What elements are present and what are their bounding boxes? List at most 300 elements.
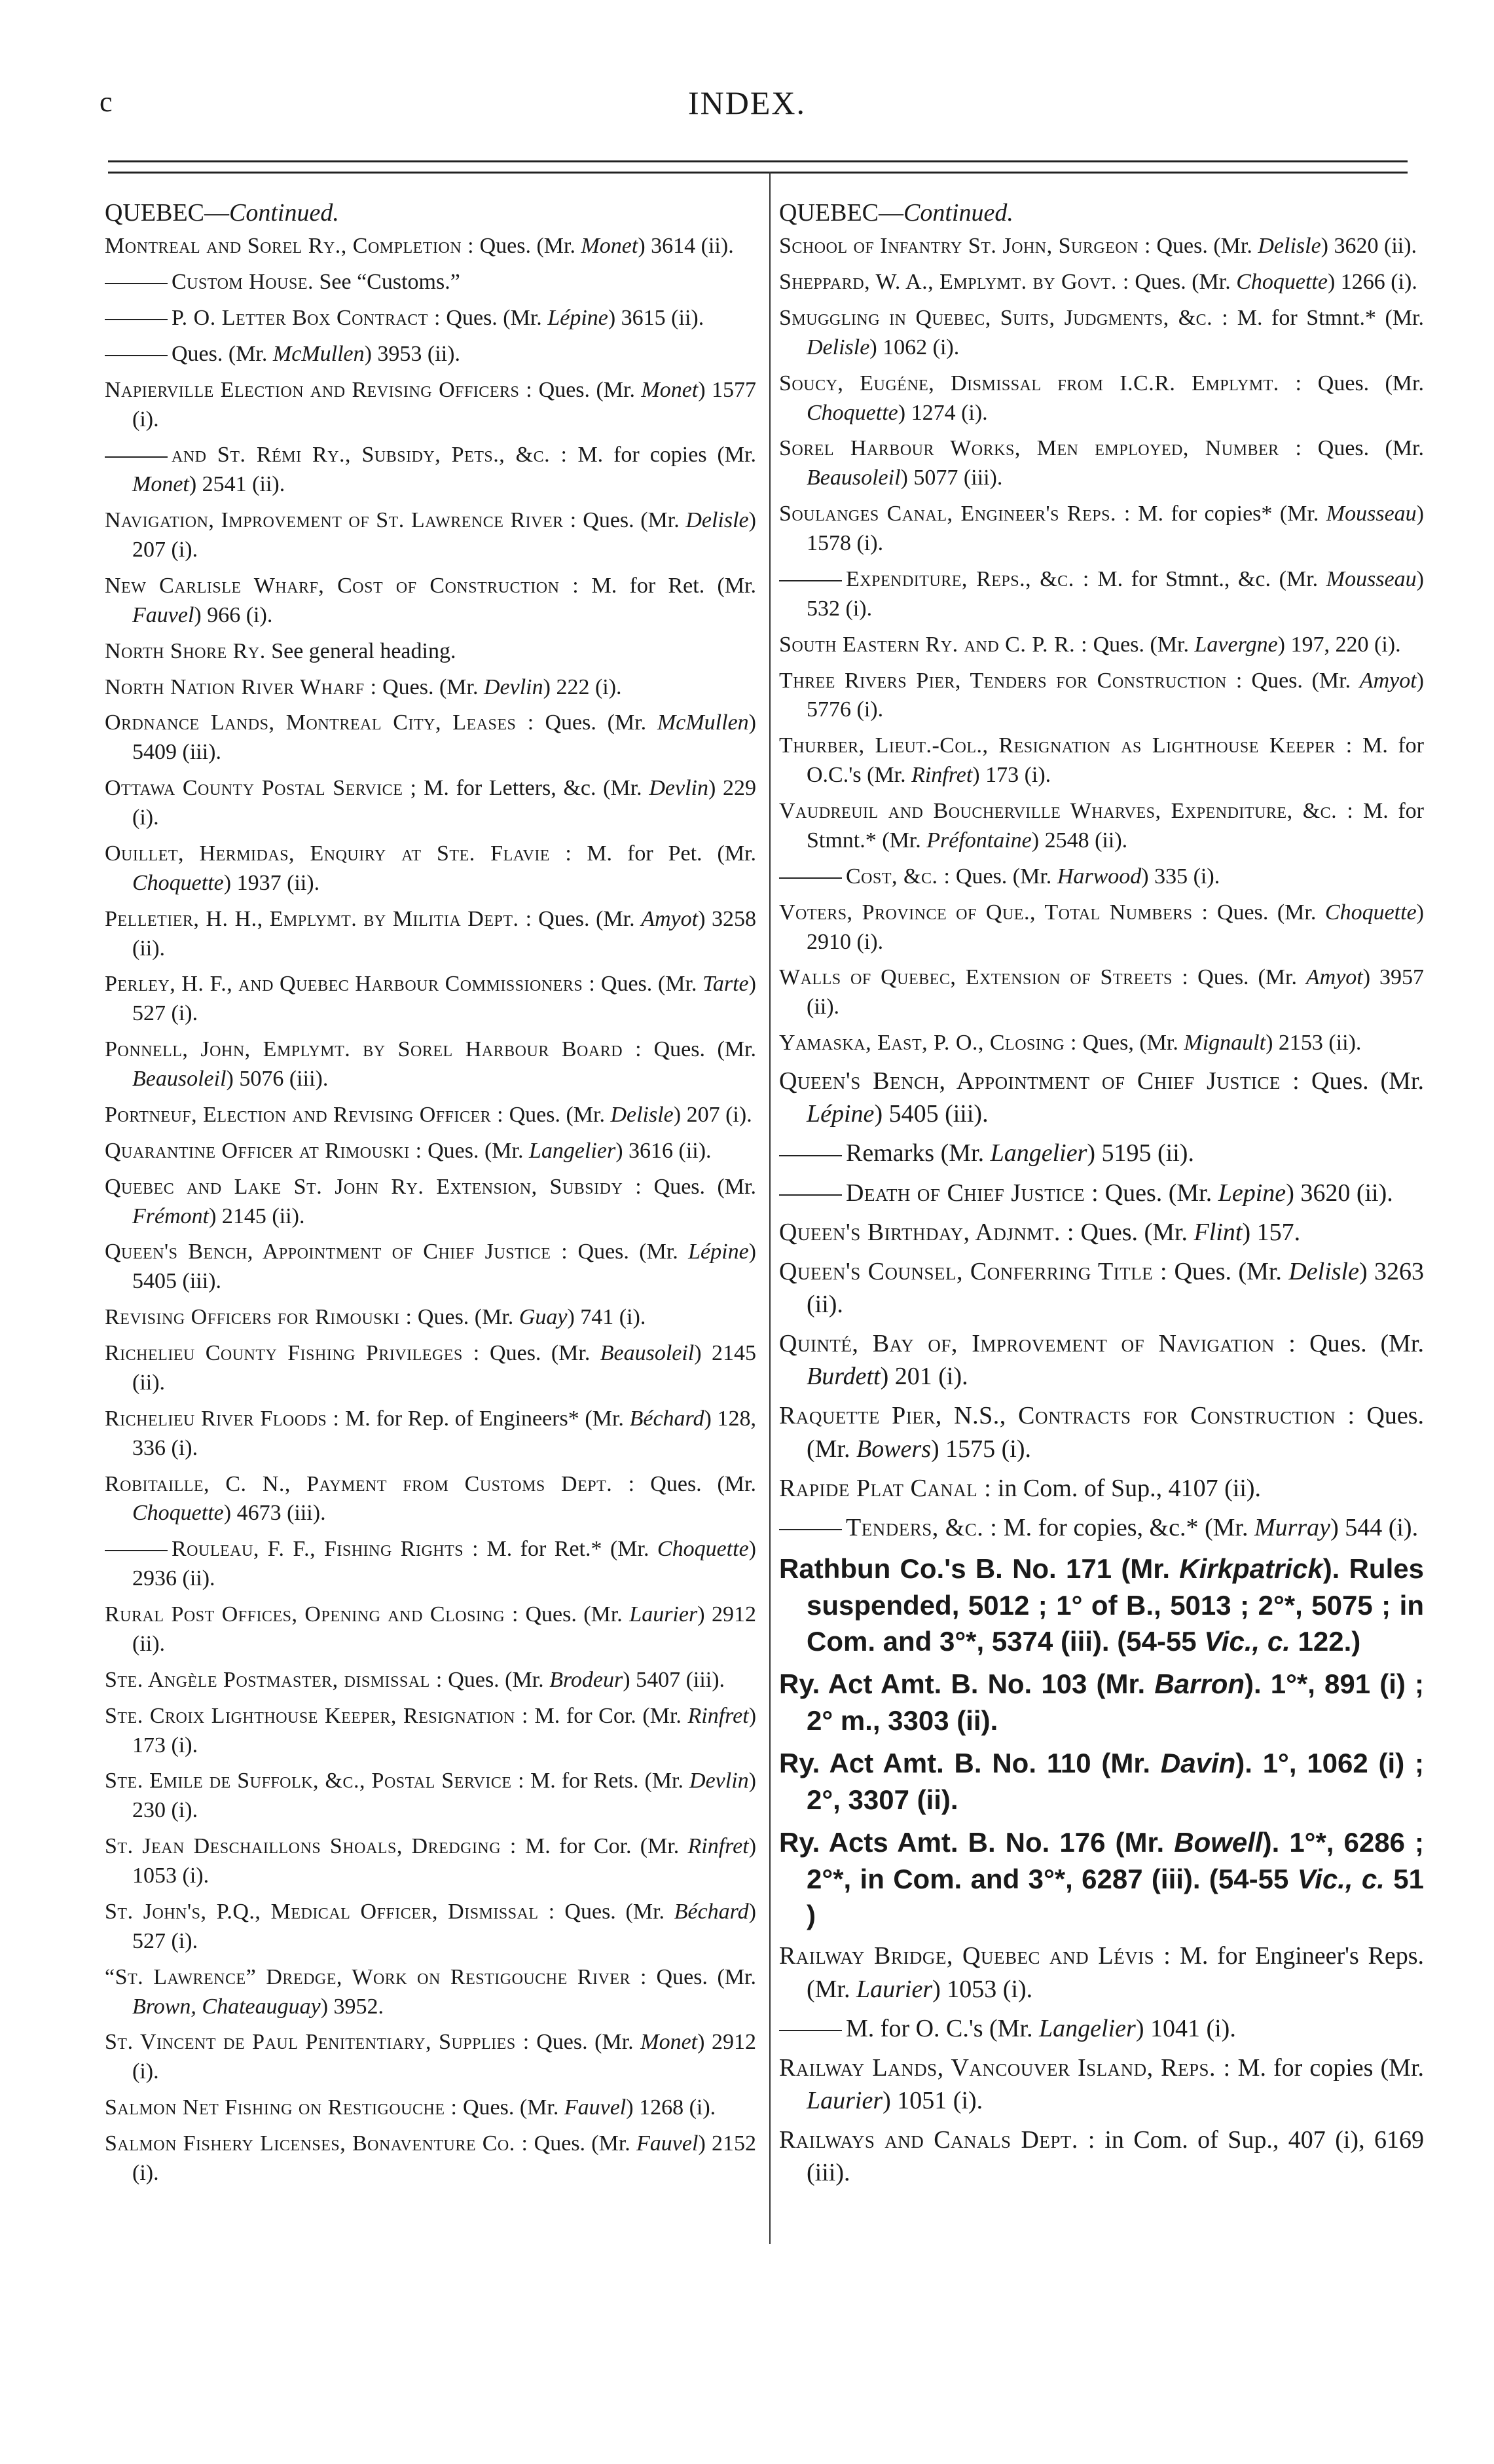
entry-subject: Montreal and Sorel Ry., Completion : xyxy=(105,234,475,259)
entry-pages: ) 1268 (i). xyxy=(626,2095,716,2120)
entry-text: Ques, (Mr. xyxy=(1077,1031,1184,1056)
entry-pages: ) 5776 (i). xyxy=(807,668,1424,722)
entry-subject: Rouleau, F. F., Fishing Rights : xyxy=(172,1537,479,1562)
index-entry xyxy=(105,441,756,500)
ditto-dash xyxy=(105,319,168,320)
member-name: Delisle xyxy=(685,508,749,533)
entry-pages: ) 5076 (iii). xyxy=(226,1067,329,1092)
member-name: McMullen xyxy=(272,341,365,366)
index-entry xyxy=(779,565,1424,624)
entry-subject: Voters, Province of Que., Total Numbers : xyxy=(779,900,1209,925)
entry-text: (Mr. xyxy=(1105,1827,1175,1858)
entry-subject: Ste. Emile de Suffolk, &c., Postal Service : xyxy=(105,1769,525,1793)
index-entry xyxy=(779,1177,1424,1209)
entry-subject: Smuggling in Quebec, Suits, Judgments, &c. : xyxy=(779,305,1229,330)
entry-subject: Pelletier, H. H., Emplymt. by Militia Dept. : xyxy=(105,906,532,931)
entry-pages: ). Rules suspended, 5012 ; 1° of B., 5013 ; 2°*, 5075 ; in Com. and 3°*, 5374 (iii). (54-55 xyxy=(807,1553,1424,1657)
entry-text: Ques. (Mr. xyxy=(1129,270,1237,295)
entry-text: Ques. (Mr. xyxy=(634,1471,756,1496)
index-entry xyxy=(779,631,1424,660)
member-name: Amyot xyxy=(1305,965,1363,990)
ditto-dash xyxy=(105,355,168,356)
entry-subject: Robitaille, C. N., Payment from Customs Dept. : xyxy=(105,1471,635,1496)
member-name: Langelier xyxy=(528,1138,616,1163)
entry-pages: ). 1°, 1062 (i) ; 2°, 3307 (ii). xyxy=(807,1748,1424,1815)
entry-text: Ques. (Mr. xyxy=(412,1305,519,1330)
member-name: Béchard xyxy=(629,1406,704,1431)
entry-text: Ques. (Mr. xyxy=(1242,668,1360,693)
member-name: Mousseau xyxy=(1326,502,1417,526)
entry-text: Ques. (Mr. xyxy=(534,710,657,735)
entry-pages: ) 1578 (i). xyxy=(807,502,1424,556)
member-name: Fauvel xyxy=(564,2095,627,2120)
entry-subject: Cost, &c. : xyxy=(846,864,951,889)
member-name: Devlin xyxy=(689,1769,749,1793)
entry-subject: Queen's Counsel, Conferring Title : xyxy=(779,1257,1168,1285)
member-name: Mousseau xyxy=(1326,566,1417,591)
act-citation: Vic., c. xyxy=(1297,1863,1385,1894)
member-name: Laurier xyxy=(629,1602,698,1627)
entry-subject: Vaudreuil and Boucherville Wharves, Expenditure, &c. : xyxy=(779,799,1354,824)
entry-text: in Com. of Sup., 407 (i), 6169 (iii). xyxy=(807,2126,1424,2187)
bill-title: Ry. Acts Amt. B. No. 176 xyxy=(779,1827,1106,1858)
index-entry xyxy=(105,1173,756,1232)
entry-subject: Queen's Birthday, Adjnmt. : xyxy=(779,1218,1074,1246)
index-entry xyxy=(105,1035,756,1094)
member-name: Choquette xyxy=(1236,270,1328,295)
entry-text: M. for Letters, &c. (Mr. xyxy=(416,776,649,801)
entry-subject: Sheppard, W. A., Emplymt. by Govt. : xyxy=(779,270,1129,295)
entry-text: Ques. (Mr. xyxy=(376,674,484,699)
entry-subject: Salmon Net Fishing on Restigouche : xyxy=(105,2095,458,2120)
entry-text: See general heading. xyxy=(265,638,456,663)
entry-text: Ques. (Mr. xyxy=(528,2131,637,2156)
index-entry xyxy=(779,797,1424,856)
index-entry xyxy=(105,673,756,703)
entry-pages: ) 4673 (iii). xyxy=(223,1501,326,1526)
member-name: Burdett xyxy=(807,1363,881,1391)
index-entry xyxy=(779,1216,1424,1249)
entry-text: Remarks (Mr. xyxy=(846,1139,991,1168)
entry-pages: ) 207 (i). xyxy=(132,508,756,562)
member-name: Beausoleil xyxy=(600,1341,695,1366)
page-title: INDEX. xyxy=(687,84,807,121)
index-entry xyxy=(105,1535,756,1594)
index-entry xyxy=(105,506,756,565)
entry-pages: ) 3263 (ii). xyxy=(807,1257,1425,1318)
entry-text: Ques. (Mr. xyxy=(1300,1067,1424,1095)
entry-text: Ques. (Mr. xyxy=(442,1667,550,1692)
entry-subject: Thurber, Lieut.-Col., Resignation as Lighthouse Keeper : xyxy=(779,733,1353,758)
index-entry xyxy=(105,839,756,898)
index-entries xyxy=(105,232,756,2188)
entry-text: Ques. (Mr. xyxy=(457,2095,564,2120)
entry-subject: Ste. Angèle Postmaster, dismissal : xyxy=(105,1667,443,1692)
entry-text: Ques. (Mr. xyxy=(422,1138,529,1163)
entry-pages: ) 2910 (i). xyxy=(807,900,1424,954)
member-name: McMullen xyxy=(657,710,749,735)
entry-pages: ) 1577 (i). xyxy=(132,377,757,432)
entry-pages: ) 2912 (ii). xyxy=(132,1602,756,1656)
index-entry xyxy=(105,1767,756,1826)
entry-pages: ) 527 (i). xyxy=(132,1899,756,1953)
entry-subject: Ste. Croix Lighthouse Keeper, Resignation : xyxy=(105,1703,528,1728)
entry-subject: Ponnell, John, Emplymt. by Sorel Harbour Board : xyxy=(105,1037,642,1062)
entry-pages: ) 201 (i). xyxy=(880,1363,968,1391)
entry-text: Ques. (Mr. xyxy=(576,508,686,533)
entry-pages: ). 1°*, 891 (i) ; 2° m., 3303 (ii). xyxy=(807,1668,1424,1736)
entry-text: Ques. (Mr. xyxy=(642,1174,756,1199)
entry-text: M. for copies* (Mr. xyxy=(1130,502,1326,526)
index-entry xyxy=(779,2124,1424,2189)
index-entry xyxy=(779,1940,1424,2005)
member-name: Lépine xyxy=(688,1240,749,1264)
entry-text: M. for Cor. (Mr. xyxy=(528,1703,688,1728)
entry-text: M. for Rep. of Engineers* (Mr. xyxy=(339,1406,630,1431)
entry-text: Ques. (Mr. xyxy=(1167,1257,1289,1285)
entry-subject: Ottawa County Postal Service ; xyxy=(105,776,417,801)
member-name: Tarte xyxy=(702,972,749,997)
entry-subject: Richelieu River Floods : xyxy=(105,1406,340,1431)
section-heading: QUEBEC—Continued. xyxy=(779,199,1013,227)
entry-pages: ) 5077 (iii). xyxy=(900,466,1003,490)
ditto-dash xyxy=(779,2030,842,2031)
member-name: Frémont xyxy=(132,1204,210,1228)
entry-text: M. for Rets. (Mr. xyxy=(524,1769,690,1793)
entry-subject: Railways and Canals Dept. : xyxy=(779,2126,1095,2154)
entry-text: Ques. (Mr. xyxy=(1302,436,1424,461)
member-name: Choquette xyxy=(657,1537,749,1562)
entry-pages: ) 544 (i). xyxy=(1330,1513,1419,1541)
entry-text: Ques. (Mr. xyxy=(1087,632,1195,657)
entry-text: M. for Ret. (Mr. xyxy=(579,573,756,598)
bill-title: Rathbun Co.'s B. No. 171 xyxy=(779,1553,1112,1585)
entry-pages: ) 1937 (ii). xyxy=(223,870,320,895)
entry-subject: Portneuf, Election and Revising Officer : xyxy=(105,1102,504,1127)
index-entry xyxy=(779,1029,1424,1058)
entry-pages: ) 3953 (ii). xyxy=(364,341,460,366)
member-name: Devlin xyxy=(484,674,543,699)
entry-subject: Expenditure, Reps., &c. : xyxy=(846,566,1089,591)
entry-pages: ) 5405 (iii). xyxy=(132,1240,756,1294)
entry-text: Ques. (Mr. xyxy=(474,234,581,259)
entry-text: M. for O.C.'s (Mr. xyxy=(807,733,1424,788)
index-entry xyxy=(105,1137,756,1166)
entry-subject: “St. Lawrence” Dredge, Work on Restigouche River : xyxy=(105,1964,647,1989)
entry-pages: ) 2152 (i). xyxy=(132,2131,756,2185)
entry-pages: ) 2541 (ii). xyxy=(189,472,285,497)
member-name: Delisle xyxy=(807,335,870,359)
entry-text: See “Customs.” xyxy=(313,270,460,295)
member-name: Béchard xyxy=(674,1899,749,1924)
entry-text: Ques. (Mr. xyxy=(1099,1179,1218,1207)
entry-subject: St. Vincent de Paul Penitentiary, Supplies : xyxy=(105,2030,530,2055)
index-entry xyxy=(779,1666,1424,1738)
index-entry xyxy=(105,1832,756,1891)
index-entry xyxy=(105,1101,756,1130)
entry-pages: ) 5409 (iii). xyxy=(132,710,756,765)
ditto-dash xyxy=(779,580,842,581)
index-entry xyxy=(105,304,756,333)
entry-text: Ques. (Mr. xyxy=(1188,965,1306,990)
index-entry xyxy=(105,572,756,631)
entry-pages: ) 2548 (ii). xyxy=(1031,828,1128,853)
left-column xyxy=(105,196,756,2195)
index-entry xyxy=(105,1470,756,1529)
index-entry xyxy=(779,1551,1424,1659)
entry-text: M. for Ret.* (Mr. xyxy=(479,1537,657,1562)
entry-subject: Custom House. xyxy=(172,270,314,295)
index-entry xyxy=(105,1600,756,1659)
entry-text: Ques. (Mr. xyxy=(1302,371,1424,395)
member-name: Harwood xyxy=(1057,864,1142,889)
member-name: Devlin xyxy=(649,776,708,801)
entry-pages: ) 1051 (i). xyxy=(883,2087,983,2115)
entry-pages: ) 1274 (i). xyxy=(898,400,988,425)
entry-text: Ques. (Mr. xyxy=(807,1402,1424,1463)
member-name: Fauvel xyxy=(636,2131,699,2156)
entry-subject: Perley, H. F., and Quebec Harbour Commissioners : xyxy=(105,972,596,997)
index-entry xyxy=(105,2093,756,2123)
entry-text: M. for Pet. (Mr. xyxy=(572,841,757,866)
index-entry xyxy=(779,898,1424,957)
entry-pages: ) 966 (i). xyxy=(194,602,273,627)
entry-text: M. for O. C.'s (Mr. xyxy=(846,2014,1040,2042)
ditto-dash xyxy=(779,1194,842,1196)
member-name: Fauvel xyxy=(132,602,194,627)
member-name: Brodeur xyxy=(549,1667,623,1692)
entry-subject: Quinté, Bay of, Improvement of Navigation : xyxy=(779,1330,1296,1358)
entry-subject: St. Jean Deschaillons Shoals, Dredging : xyxy=(105,1834,517,1859)
member-name: Bowell xyxy=(1174,1827,1263,1858)
ditto-dash xyxy=(779,877,842,879)
entry-subject: Quarantine Officer at Rimouski : xyxy=(105,1138,422,1163)
index-entry xyxy=(779,1399,1424,1465)
member-name: Mignault xyxy=(1184,1031,1266,1056)
entry-subject: Raquette Pier, N.S., Contracts for Construction : xyxy=(779,1402,1355,1430)
entry-pages: ) 3615 (ii). xyxy=(608,305,704,330)
index-entry xyxy=(779,369,1424,428)
entry-subject: Three Rivers Pier, Tenders for Construction : xyxy=(779,668,1243,693)
index-entry xyxy=(105,1702,756,1761)
entry-pages: ) 3614 (ii). xyxy=(638,234,734,259)
header-rule-top xyxy=(108,160,1408,162)
entry-pages: ) 2145 (ii). xyxy=(209,1204,305,1228)
index-entry xyxy=(779,731,1424,790)
entry-subject: Walls of Quebec, Extension of Streets : xyxy=(779,965,1189,990)
index-entry xyxy=(105,1898,756,1957)
entry-pages: ) 173 (i). xyxy=(972,763,1051,788)
entry-text: Ques. (Mr. xyxy=(503,1102,611,1127)
index-entry xyxy=(779,2051,1424,2117)
entry-subject: School of Infantry St. John, Surgeon : xyxy=(779,234,1151,259)
entry-text: Ques. (Mr. xyxy=(568,1240,689,1264)
entry-text: Ques. (Mr. xyxy=(172,341,273,366)
entry-text: Ques. (Mr. xyxy=(479,1341,600,1366)
index-entry xyxy=(105,2028,756,2087)
index-entry xyxy=(779,1511,1424,1544)
entry-subject: Yamaska, East, P. O., Closing : xyxy=(779,1031,1077,1056)
member-name: Choquette xyxy=(132,1501,224,1526)
entry-text: Ques. (Mr. xyxy=(950,864,1057,889)
entry-subject: Death of Chief Justice : xyxy=(846,1179,1099,1207)
entry-pages: ) 229 (i). xyxy=(132,776,756,830)
index-entry xyxy=(779,2012,1424,2045)
entry-pages: ) 3620 (ii). xyxy=(1321,234,1417,259)
index-entry xyxy=(105,637,756,667)
entry-text: Ques. (Mr. xyxy=(555,1899,674,1924)
entry-text: M. for Engineer's Reps. (Mr. xyxy=(807,1942,1424,2003)
entry-pages: ) 230 (i). xyxy=(132,1769,756,1823)
index-entry xyxy=(105,1666,756,1695)
index-entry xyxy=(105,1339,756,1398)
index-entry xyxy=(779,232,1424,261)
entry-text: in Com. of Sup., 4107 (ii). xyxy=(991,1474,1262,1502)
entry-text: M. for Stmnt.* (Mr. xyxy=(1228,305,1424,330)
member-name: Choquette xyxy=(132,870,224,895)
index-entry xyxy=(779,1472,1424,1505)
entry-pages: ) 5405 (iii). xyxy=(874,1100,989,1128)
entry-pages: ) 2153 (ii). xyxy=(1266,1031,1362,1056)
entry-subject: North Shore Ry. xyxy=(105,638,266,663)
member-name: Barron xyxy=(1154,1668,1245,1700)
entry-text: Ques. (Mr. xyxy=(519,1602,630,1627)
entry-subject: New Carlisle Wharf, Cost of Construction : xyxy=(105,573,579,598)
entry-pages: ) 173 (i). xyxy=(132,1703,757,1757)
ditto-dash xyxy=(105,283,168,284)
entry-subject: South Eastern Ry. and C. P. R. : xyxy=(779,632,1088,657)
entry-subject: and St. Rémi Ry., Subsidy, Pets., &c. : xyxy=(172,443,568,468)
member-name: Beausoleil xyxy=(132,1067,227,1092)
index-entry xyxy=(779,304,1424,363)
member-name: Kirkpatrick xyxy=(1179,1553,1323,1585)
entry-subject: P. O. Letter Box Contract : xyxy=(172,305,441,330)
entry-subject: Revising Officers for Rimouski : xyxy=(105,1305,412,1330)
member-name: Flint xyxy=(1193,1218,1243,1246)
act-citation: Vic., c. xyxy=(1204,1625,1290,1657)
entry-text: Ques. (Mr. xyxy=(1150,234,1258,259)
entry-pages: ) 1041 (i). xyxy=(1135,2014,1236,2042)
index-entry xyxy=(779,862,1424,892)
entry-pages: ) 3957 (ii). xyxy=(807,965,1424,1020)
member-name: Brown, Chateauguay xyxy=(132,1994,321,2019)
entry-pages: ) 532 (i). xyxy=(807,566,1424,621)
entry-text: Ques. (Mr. xyxy=(440,305,548,330)
member-name: Préfontaine xyxy=(926,828,1032,853)
index-entry xyxy=(105,340,756,369)
member-name: Delisle xyxy=(1258,234,1321,259)
ditto-dash xyxy=(779,1155,842,1156)
entry-pages: ) 2912 (i). xyxy=(132,2030,756,2084)
entry-text: M. for Stmnt.* (Mr. xyxy=(807,799,1424,853)
entry-subject: North Nation River Wharf : xyxy=(105,674,377,699)
entry-subject: Queen's Bench, Appointment of Chief Justice : xyxy=(105,1240,568,1264)
page-letter: c xyxy=(100,86,113,118)
index-entry xyxy=(779,1745,1424,1818)
index-entry xyxy=(779,1824,1424,1933)
entry-subject: Soucy, Eugéne, Dismissal from I.C.R. Emplymt. : xyxy=(779,371,1302,395)
entry-text: M. for Stmnt., &c. (Mr. xyxy=(1089,566,1326,591)
index-entry xyxy=(105,905,756,964)
member-name: Guay xyxy=(519,1305,568,1330)
entry-pages: ) 5407 (iii). xyxy=(623,1667,725,1692)
entry-pages: ) 1053 (i). xyxy=(132,1834,757,1888)
entry-subject: Rural Post Offices, Opening and Closing : xyxy=(105,1602,519,1627)
entry-text: Ques. (Mr. xyxy=(529,2030,641,2055)
index-entry xyxy=(779,963,1424,1022)
member-name: Choquette xyxy=(807,400,898,425)
entry-subject: St. John's, P.Q., Medical Officer, Dismissal : xyxy=(105,1899,555,1924)
entry-pages: ) 335 (i). xyxy=(1141,864,1220,889)
member-name: Monet xyxy=(641,377,699,402)
entry-pages: ) 3258 (ii). xyxy=(132,906,756,961)
entry-text: M. for copies (Mr. xyxy=(1230,2053,1424,2082)
entry-text: M. for copies, &c.* (Mr. xyxy=(997,1513,1254,1541)
entry-pages: ) 128, 336 (i). xyxy=(132,1406,757,1460)
bill-title: Ry. Act Amt. B. No. 110 xyxy=(779,1748,1091,1779)
member-name: Rinfret xyxy=(687,1703,749,1728)
entry-subject: Salmon Fishery Licenses, Bonaventure Co. : xyxy=(105,2131,528,2156)
entry-text: M. for copies (Mr. xyxy=(567,443,756,468)
member-name: Lépine xyxy=(807,1100,875,1128)
entry-text: (Mr. xyxy=(1091,1748,1161,1779)
entry-pages: ) 1575 (i). xyxy=(931,1435,1032,1463)
right-column xyxy=(779,196,1424,2196)
member-name: Choquette xyxy=(1324,900,1417,925)
entry-pages: ) 1062 (i). xyxy=(869,335,960,359)
entry-pages: ) 2936 (ii). xyxy=(132,1537,756,1591)
index-entry xyxy=(779,1327,1424,1393)
entry-pages: ) 2145 (ii). xyxy=(132,1341,756,1395)
member-name: Rinfret xyxy=(687,1834,749,1859)
entry-pages: ). 1°*, 6286 ; 2°*, in Com. and 3°*, 6287 (iii). (54-55 xyxy=(807,1827,1424,1894)
entry-pages: 51 ) xyxy=(807,1863,1424,1930)
index-entry xyxy=(779,1255,1424,1321)
index-entry xyxy=(105,232,756,261)
index-entry xyxy=(105,1238,756,1296)
entry-text: Ques. (Mr. xyxy=(646,1964,756,1989)
entry-subject: Ordnance Lands, Montreal City, Leases : xyxy=(105,710,534,735)
entry-subject: Napierville Election and Revising Officers : xyxy=(105,377,533,402)
entry-text: (Mr. xyxy=(1112,1553,1180,1585)
member-name: Laurier xyxy=(807,2087,883,2115)
entry-text: (Mr. xyxy=(1087,1668,1155,1700)
index-entry xyxy=(105,376,756,435)
entry-text: Ques. (Mr. xyxy=(532,377,642,402)
entry-subject: Sorel Harbour Works, Men employed, Number : xyxy=(779,436,1302,461)
index-entry xyxy=(779,500,1424,559)
member-name: Laurier xyxy=(856,1975,933,2003)
index-entry xyxy=(105,2129,756,2188)
index-entry xyxy=(779,1065,1424,1130)
index-entry xyxy=(779,434,1424,493)
column-divider xyxy=(769,172,771,2244)
index-entry xyxy=(779,667,1424,726)
entry-pages: ) 207 (i). xyxy=(673,1102,752,1127)
entry-subject: Quebec and Lake St. John Ry. Extension, Subsidy : xyxy=(105,1174,642,1199)
member-name: Langelier xyxy=(1039,2014,1136,2042)
index-entry xyxy=(105,774,756,833)
entry-text: Ques. (Mr. xyxy=(1074,1218,1194,1246)
ditto-dash xyxy=(105,1550,168,1551)
entry-text: M. for Cor. (Mr. xyxy=(516,1834,688,1859)
header-rule-bottom xyxy=(108,172,1408,174)
index-entry xyxy=(105,970,756,1029)
entry-pages: ) 3620 (ii). xyxy=(1286,1179,1393,1207)
entry-pages: ) 157. xyxy=(1242,1218,1301,1246)
index-entry xyxy=(105,1303,756,1333)
entry-pages: ) 741 (i). xyxy=(567,1305,646,1330)
